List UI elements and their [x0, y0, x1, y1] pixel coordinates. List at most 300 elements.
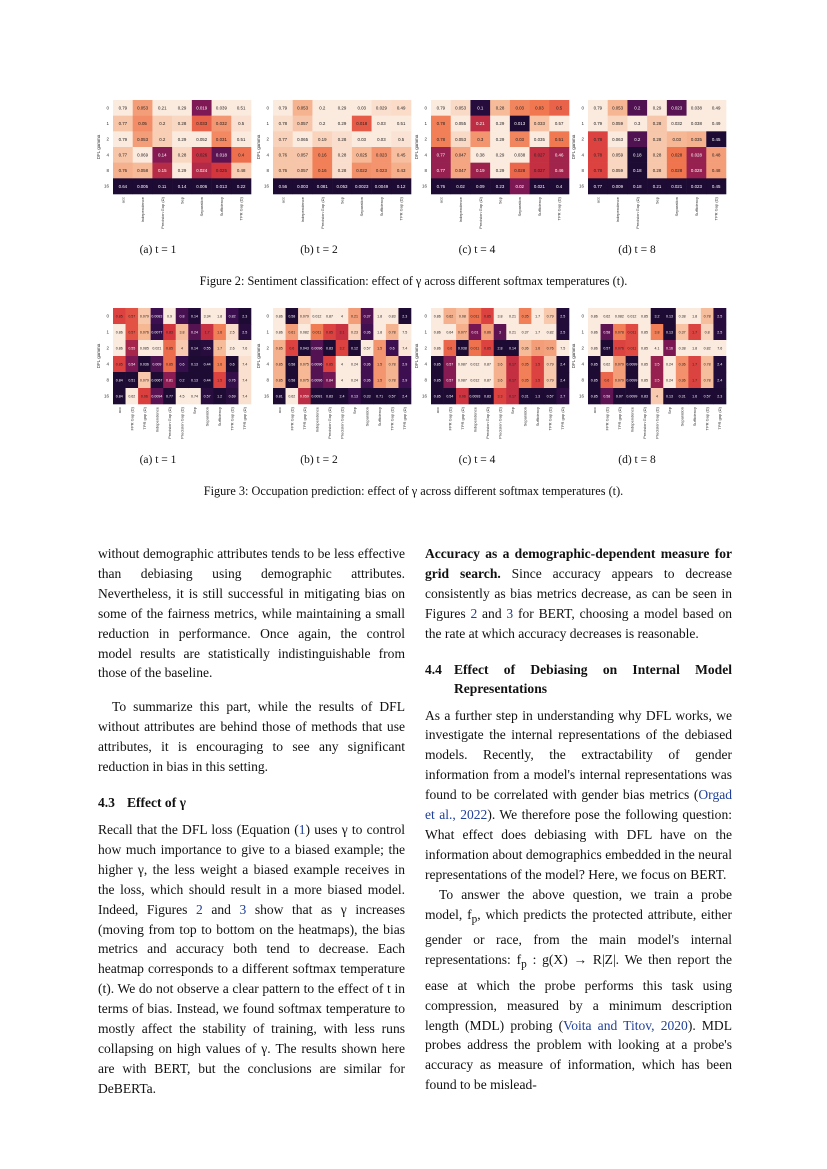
column-tick-label: Sufficiency [692, 407, 698, 427]
cell-label: 0.78 [388, 378, 396, 383]
cell-label: 1.5 [377, 378, 383, 383]
cell-label: 0.012 [627, 314, 637, 319]
cell-label: 0.33 [363, 394, 371, 399]
cell-label: 0.21 [509, 314, 517, 319]
row-tick-label: 4 [106, 152, 109, 158]
cell-label: 2.6 [229, 346, 235, 351]
row-tick-label: 8 [424, 168, 427, 173]
cell-label: 0.36 [363, 330, 371, 335]
cell-label: 0.28 [337, 152, 347, 158]
row-tick-label: 1 [581, 329, 584, 335]
cell-label: 0.57 [363, 346, 371, 351]
cell-label: 0.35 [521, 362, 529, 367]
cell-label: 2.4 [717, 362, 723, 367]
cell-label: 0.28 [337, 136, 347, 142]
cell-label: 3.5 [654, 362, 660, 367]
row-tick-label: 16 [421, 183, 427, 189]
section-4-4-heading [425, 660, 732, 698]
cell-label: 0.3 [634, 121, 641, 127]
cell-label: 0.57 [203, 394, 211, 399]
cell-label: 0.02 [456, 183, 465, 189]
cell-label: 2.4 [717, 378, 723, 383]
cell-label: 0.24 [666, 378, 674, 383]
cell-label: 0.0099 [626, 394, 638, 399]
cell-label: 0.19 [476, 168, 485, 174]
column-tick-label: Separation [674, 197, 680, 217]
y-axis-label: DFL gamma [96, 134, 101, 160]
cell-label: 0.2 [634, 136, 641, 142]
text-run: ). We therefore pose the following question: What effect does debiasing with DFL have on the information about demographics embedded in the neural representations of the model? Here, we focus on BERT. [425, 807, 732, 882]
cell-label: 0.78 [593, 152, 603, 158]
cell-label: 0.85 [590, 362, 598, 367]
cell-label: 0.9 [166, 314, 172, 319]
column-tick-label: Precision Gap (Ω) [497, 407, 503, 439]
column-tick-label: TPR Gap (Ω) [556, 197, 562, 221]
cell-label: 0.058 [137, 168, 149, 174]
cell-label: 0.58 [288, 314, 296, 319]
cell-label: 0.2 [159, 136, 166, 142]
cell-label: 0.28 [177, 152, 187, 158]
text-run: Since accuracy appears to decrease consistently as bias metrics decrease, as can be seen in Figures [425, 565, 732, 621]
cell-label: 0.85 [325, 362, 333, 367]
cell-label: 0.77 [118, 152, 128, 158]
cell-label: 0.13 [351, 394, 359, 399]
cell-label: 0.84 [115, 394, 123, 399]
row-tick-label: 2 [424, 345, 427, 351]
cell-label: 4 [341, 314, 343, 319]
cell-label: 1.5 [217, 378, 223, 383]
cell-label: 0.063 [612, 136, 624, 142]
cell-label: 0.16 [666, 346, 674, 351]
cell-label: 0.58 [603, 330, 611, 335]
row-tick-label: 8 [266, 377, 269, 383]
cell-label: 0.0096 [311, 362, 323, 367]
cell-label: 0.48 [236, 168, 246, 174]
cell-label: 0.01 [471, 330, 479, 335]
cell-label: 0.028 [690, 152, 702, 158]
cell-label: 0.0096 [311, 378, 323, 383]
cell-label: 0.2 [634, 105, 641, 111]
citation-voita-link[interactable]: Voita and Titov, 2020 [563, 1017, 688, 1033]
row-tick-label: 8 [581, 377, 584, 383]
cell-label: 1.8 [377, 330, 383, 335]
section-title: Effect of γ [126, 794, 186, 810]
cell-label: 0.6 [179, 362, 185, 367]
cell-label: 0.053 [612, 105, 624, 111]
fig3-heatmap-a [95, 306, 255, 446]
column-tick-label: Separation [359, 197, 365, 217]
cell-label: 0.023 [690, 183, 702, 189]
cell-label: 0.86 [275, 330, 283, 335]
y-axis-label: DFL gamma [571, 134, 576, 160]
cell-label: 0.79 [546, 378, 554, 383]
equation-ref-link[interactable]: 1 [298, 821, 306, 837]
cell-label: 0.79 [118, 136, 128, 142]
cell-label: 0.06 [458, 394, 466, 399]
cell-label: 0.2 [179, 378, 185, 383]
cell-label: 0.065 [297, 136, 309, 142]
cell-label: 1.7 [692, 362, 698, 367]
cell-label: 0.087 [457, 362, 467, 367]
column-tick-label: Precision Gap (Ω) [484, 407, 490, 439]
cell-label: 7.4 [242, 362, 248, 367]
cell-label: 3.2 [339, 346, 345, 351]
cell-label: 4 [656, 394, 658, 399]
cell-label: 0.85 [115, 362, 123, 367]
cell-label: 0.45 [711, 183, 721, 189]
cell-label: 0.81 [165, 378, 173, 383]
row-tick-label: 16 [578, 183, 584, 189]
column-tick-label: TPR gap (Ω) [402, 407, 408, 430]
cell-label: 0.28 [495, 105, 505, 111]
row-tick-label: 8 [581, 168, 584, 173]
cell-label: 0.033 [533, 121, 545, 127]
cell-label: 0.51 [236, 105, 246, 111]
row-tick-label: 1 [581, 121, 584, 126]
cell-label: 0.49 [396, 105, 406, 111]
cell-label: 3.34 [203, 314, 211, 319]
row-tick-label: 2 [266, 345, 269, 351]
cell-label: 3.8 [654, 330, 660, 335]
cell-label: 0.45 [396, 152, 406, 158]
column-tick-label: acc [595, 197, 601, 204]
column-tick-label: acc [591, 407, 597, 414]
cell-label: 0.5 [398, 136, 405, 142]
cell-label: 0.16 [318, 152, 327, 158]
cell-label: 0.54 [128, 362, 136, 367]
row-tick-label: 8 [106, 377, 109, 383]
column-tick-label: FPR Gap (Ω) [447, 407, 453, 431]
citation-orgad-link[interactable]: Orgad et al., 2022 [425, 787, 732, 823]
cell-label: 0.85 [275, 378, 283, 383]
cell-label: 0.013 [215, 183, 227, 189]
column-tick-label: Independence [140, 197, 146, 223]
cell-label: 0.038 [690, 121, 702, 127]
cell-label: 0.011 [470, 314, 480, 319]
cell-label: 0.006 [196, 183, 208, 189]
row-tick-label: 1 [266, 329, 269, 335]
cell-label: 0.55 [128, 346, 136, 351]
text-run: , which predicts the protected attribute, either gender or race, from the main model's internal representations: f [425, 906, 732, 968]
cell-label: 0.48 [711, 152, 721, 158]
section-number: 4.3 [98, 794, 115, 810]
cell-label: 0.36 [678, 362, 686, 367]
cell-label: 0.64 [446, 330, 454, 335]
cell-label: 0.29 [495, 136, 505, 142]
cell-label: 0.62 [446, 314, 454, 319]
cell-label: 0.019 [196, 105, 208, 111]
fig3-label-a: (a) t = 1 [139, 454, 177, 466]
column-tick-label: acc [116, 407, 122, 414]
column-tick-label: Precision Gap (Ω) [477, 197, 483, 229]
cell-label: 0.08 [458, 314, 466, 319]
fig3-label-d: (d) t = 8 [618, 454, 656, 466]
row-tick-label: 16 [421, 393, 427, 399]
cell-label: 0.21 [351, 314, 359, 319]
cell-label: 0.0091 [311, 394, 323, 399]
cell-label: 0.14 [191, 314, 199, 319]
cell-label: 0.0094 [151, 394, 163, 399]
text-run: ). MDL probes address the problem with looking at a probe's accuracy as measure of information, which has been found to be mislead- [425, 1017, 732, 1093]
cell-label: 0.2 [159, 121, 166, 127]
column-tick-label: TPR gap (Ω) [560, 407, 566, 430]
cell-label: 0.009 [612, 183, 624, 189]
cell-label: 0.78 [436, 121, 446, 127]
row-tick-label: 0 [266, 313, 269, 319]
cell-label: 0.17 [509, 378, 517, 383]
cell-label: 0.13 [666, 330, 674, 335]
row-tick-label: 0 [106, 105, 109, 111]
cell-label: 0.86 [433, 314, 441, 319]
column-tick-label: Sep [352, 407, 358, 415]
cell-label: 0.077 [457, 330, 467, 335]
cell-label: 0.23 [495, 183, 505, 189]
cell-label: 1.5 [377, 346, 383, 351]
subscript: p [521, 958, 527, 971]
cell-label: 0.83 [483, 394, 491, 399]
cell-label: 0.15 [158, 168, 167, 174]
cell-label: 0.053 [297, 105, 309, 111]
cell-label: 1.5 [535, 378, 541, 383]
cell-label: 0.46 [554, 152, 564, 158]
cell-label: 0.77 [436, 152, 446, 158]
fig3-heatmap-b [255, 306, 415, 446]
cell-label: 0.83 [165, 330, 173, 335]
cell-label: 0.87 [325, 314, 333, 319]
column-tick-label: TPR gap (Ω) [616, 407, 622, 430]
cell-label: 2.3 [717, 394, 723, 399]
cell-label: 0.078 [614, 330, 624, 335]
figure-2-ref-link[interactable]: 2 [470, 605, 478, 621]
column-tick-label: FPR Gap (Ω) [289, 407, 295, 431]
cell-label: 0.77 [165, 394, 173, 399]
column-tick-label: Sep [179, 197, 185, 205]
cell-label: 0.021 [533, 183, 545, 189]
cell-label: 0.62 [603, 362, 611, 367]
cell-label: 0.14 [191, 346, 199, 351]
cell-label: 2.5 [717, 314, 723, 319]
left-paragraph-1: without demographic attributes tends to be less effective than debiasing using demographic attributes. Nevertheless, it is still successful in mitigating bias on some of the fairness metrics, while maintaining a small reduction in performance. Once again, the control model results are statistically indistinguishable from those of the baseline. [98, 546, 405, 681]
cell-label: 0.035 [690, 136, 702, 142]
column-tick-label: Independence [154, 407, 160, 433]
column-tick-label: Separation [517, 197, 523, 217]
cell-label: 0.011 [627, 346, 637, 351]
cell-label: 0.03 [377, 136, 386, 142]
right-paragraph-2 [425, 706, 732, 885]
cell-label: 0.047 [455, 152, 467, 158]
cell-label: 0.57 [446, 362, 454, 367]
cell-label: 0.018 [215, 152, 227, 158]
cell-label: 0.36 [521, 346, 529, 351]
row-tick-label: 0 [581, 105, 584, 111]
cell-label: 2.5 [560, 330, 566, 335]
cell-label: 0.36 [363, 378, 371, 383]
row-tick-label: 0 [106, 313, 109, 319]
cell-label: 0.79 [546, 314, 554, 319]
cell-label: 2.4 [402, 394, 408, 399]
row-tick-label: 2 [106, 136, 109, 142]
cell-label: 0.027 [533, 152, 545, 158]
cell-label: 0.82 [228, 314, 236, 319]
column-tick-label: TPR Gap (Ω) [713, 197, 719, 221]
cell-label: 0.76 [278, 168, 288, 174]
text-run: ) uses γ to control how much importance to give to a biased example; the higher γ, the less weight a biased example receives in the loss, which should result in a more biased model. Indeed, Figures [98, 821, 405, 917]
cell-label: 0.79 [546, 362, 554, 367]
cell-label: 0.21 [652, 183, 662, 189]
cell-label: 0.62 [128, 394, 136, 399]
cell-label: 2.4 [560, 362, 566, 367]
column-tick-label: Independence [472, 407, 478, 433]
cell-label: 0.057 [297, 168, 309, 174]
figure-2-ref-link[interactable]: 2 [196, 901, 203, 917]
fig2-heatmap-b [255, 98, 415, 236]
cell-label: 0.076 [614, 346, 624, 351]
cell-label: 1.7 [204, 330, 210, 335]
cell-label: 0.19 [318, 136, 327, 142]
cell-label: 0.022 [356, 168, 368, 174]
cell-label: 3.6 [497, 362, 503, 367]
cell-label: 0.78 [388, 362, 396, 367]
cell-label: 0.57 [388, 394, 396, 399]
cell-label: 0.2 [319, 121, 326, 127]
cell-label: 0.032 [671, 121, 683, 127]
column-tick-label: acc [120, 197, 126, 204]
row-tick-label: 4 [424, 152, 427, 158]
cell-label: 0.039 [215, 105, 227, 111]
cell-label: 2.5 [560, 314, 566, 319]
cell-label: 0.86 [115, 330, 123, 335]
cell-label: 0.69 [228, 394, 236, 399]
cell-label: 0.11 [158, 183, 167, 189]
right-column [425, 544, 732, 1095]
cell-label: 0.86 [590, 330, 598, 335]
cell-label: 0.081 [316, 183, 328, 189]
y-axis-label: DFL gamma [571, 343, 576, 369]
cell-label: 0.86 [433, 330, 441, 335]
cell-label: 0.74 [191, 394, 199, 399]
cell-label: 0.026 [196, 152, 208, 158]
cell-label: 0.85 [640, 362, 648, 367]
cell-label: 0.29 [177, 105, 187, 111]
cell-label: 2.5 [717, 330, 723, 335]
figure-3-ref-link[interactable]: 3 [239, 901, 247, 917]
cell-label: 0.032 [215, 121, 227, 127]
cell-label: 0.51 [236, 136, 246, 142]
cell-label: 0.012 [470, 362, 480, 367]
cell-label: 0.028 [690, 168, 702, 174]
column-tick-label: Separation [364, 407, 370, 427]
cell-label: 0.03 [357, 136, 366, 142]
cell-label: 0.64 [118, 183, 128, 189]
cell-label: 1.7 [692, 330, 698, 335]
cell-label: 0.22 [236, 183, 246, 189]
row-tick-label: 8 [424, 377, 427, 383]
cell-label: 0.54 [446, 394, 454, 399]
bold-lead: Accuracy as a demographic-dependent measure for grid search. [425, 546, 732, 581]
cell-label: 0.6 [289, 346, 295, 351]
cell-label: 0.62 [603, 314, 611, 319]
row-tick-label: 0 [424, 105, 427, 111]
cell-label: 0.31 [678, 394, 686, 399]
column-tick-label: Sufficiency [378, 197, 384, 217]
column-tick-label: Separation [522, 407, 528, 427]
row-tick-label: 16 [103, 393, 109, 399]
column-tick-label: Sep [510, 407, 516, 415]
cell-label: 0.37 [363, 314, 371, 319]
cell-label: 4 [341, 362, 343, 367]
fig2-label-b: (b) t = 2 [300, 244, 338, 256]
cell-label: 0.29 [495, 152, 505, 158]
cell-label: 2.9 [402, 362, 408, 367]
cell-label: 0.87 [483, 378, 491, 383]
cell-label: 0.76 [118, 168, 128, 174]
cell-label: 0.082 [299, 330, 309, 335]
cell-label: 1.6 [535, 346, 541, 351]
cell-label: 0.075 [299, 378, 309, 383]
cell-label: 0.0099 [626, 378, 638, 383]
cell-label: 0.6 [229, 362, 235, 367]
cell-label: 0.0096 [311, 346, 323, 351]
row-tick-label: 4 [266, 152, 269, 158]
column-tick-label: Precision Gap (Ω) [641, 407, 647, 439]
cell-label: 1.5 [535, 362, 541, 367]
cell-label: 0.77 [593, 183, 603, 189]
cell-label: 0.55 [203, 346, 211, 351]
cell-label: 1.6 [692, 394, 698, 399]
cell-label: 1.5 [377, 362, 383, 367]
cell-label: 0.079 [614, 362, 624, 367]
cell-label: 0.021 [152, 346, 162, 351]
column-tick-label: TPR Gap (Ω) [547, 407, 553, 431]
cell-label: 0.78 [703, 314, 711, 319]
fig2-heatmap-c [413, 98, 573, 236]
column-tick-label: Sep [339, 197, 345, 205]
cell-label: 0.087 [457, 378, 467, 383]
cell-label: 0.83 [388, 314, 396, 319]
text-run: To answer the above question, we train a probe model, f [425, 886, 732, 922]
cell-label: 0.31 [521, 394, 529, 399]
cell-label: 0.053 [336, 183, 348, 189]
cell-label: 0.85 [433, 362, 441, 367]
cell-label: 0.78 [278, 121, 288, 127]
cell-label: 0.17 [509, 362, 517, 367]
fig2-heatmap-a [95, 98, 255, 236]
y-axis-label: DFL gamma [414, 134, 419, 160]
cell-label: 0.14 [158, 152, 167, 158]
section-title: Effect of Debiasing on Internal Model Representations [453, 661, 732, 696]
fig2-caption: Figure 2: Sentiment classification: effect of γ across different softmax temperatures (t). [199, 274, 628, 288]
cell-label: 0.37 [521, 330, 529, 335]
left-column [98, 544, 405, 1099]
cell-label: 0.18 [633, 168, 642, 174]
cell-label: 0.85 [483, 314, 491, 319]
cell-label: 0.13 [191, 378, 199, 383]
cell-label: 0.029 [375, 105, 387, 111]
figure-3-ref-link[interactable]: 3 [506, 605, 514, 621]
column-tick-label: Precision Gap (Ω) [654, 407, 660, 439]
column-tick-label: TPR Gap (Ω) [398, 197, 404, 221]
cell-label: 0.012 [312, 314, 322, 319]
text-run: for BERT, choosing a model based on the rate at which accuracy decreases is reasonable. [425, 605, 732, 641]
cell-label: 0.07 [615, 394, 623, 399]
cell-label: 0.28 [337, 168, 347, 174]
cell-label: 0.13 [666, 394, 674, 399]
cell-label: 4.5 [179, 394, 185, 399]
cell-label: 0.6 [447, 346, 453, 351]
cell-label: 0.24 [351, 378, 359, 383]
column-tick-label: acc [434, 407, 440, 414]
cell-label: 0.003 [297, 183, 309, 189]
